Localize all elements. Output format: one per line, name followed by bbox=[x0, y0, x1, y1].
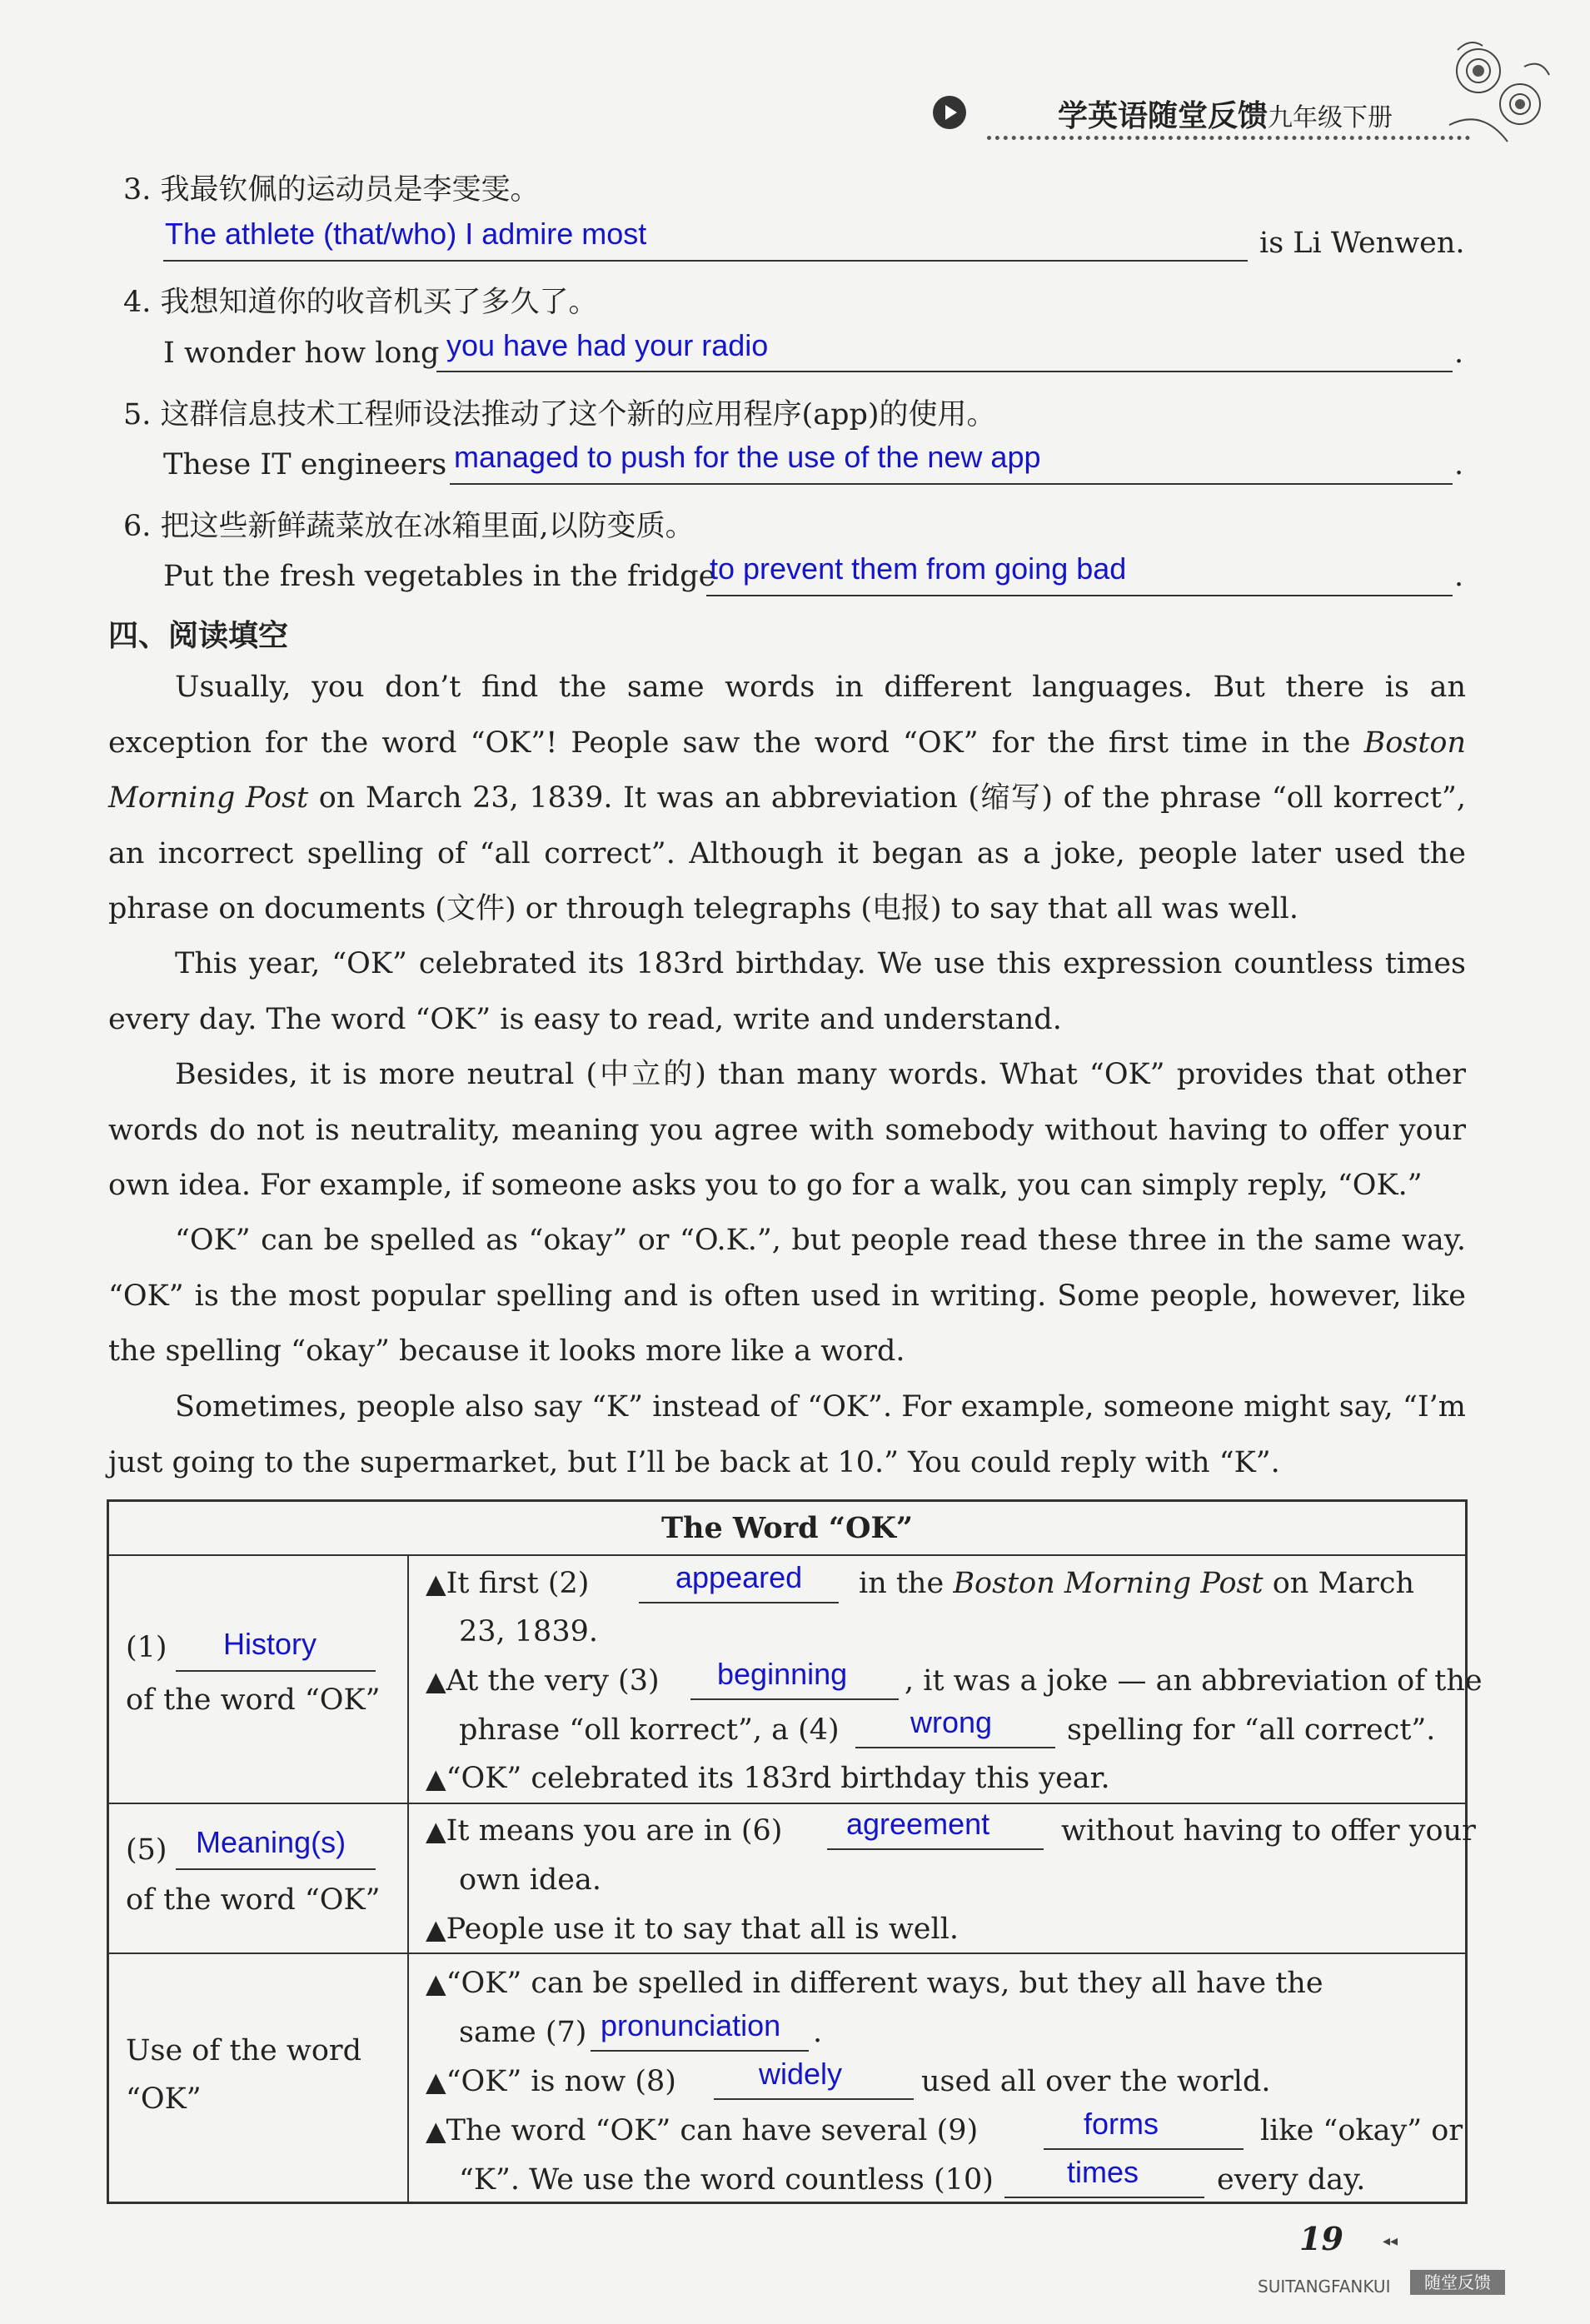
row3-bullet-3-line2: “K”. We use the word countless (10) bbox=[459, 2163, 994, 2197]
blank-9-answer: forms bbox=[1084, 2107, 1159, 2141]
blank-6-answer: agreement bbox=[846, 1807, 990, 1841]
passage-paragraph-5: Sometimes, people also say “K” instead of “OK”. For example, someone might say, “I’m just going to the supermarket, but I’ll be back at 10.” You could reply with “K”. bbox=[108, 1390, 1466, 1479]
question-6-prefix: Put the fresh vegetables in the fridge bbox=[163, 560, 716, 593]
row3-left: Use of the word “OK” bbox=[126, 2034, 362, 2116]
question-3-suffix: is Li Wenwen. bbox=[1259, 227, 1465, 260]
play-icon bbox=[933, 96, 966, 129]
answer-line bbox=[827, 1848, 1044, 1850]
triangle-bullet-icon: ▲ bbox=[426, 1665, 446, 1697]
question-5-prefix: These IT engineers bbox=[163, 448, 447, 481]
blank-2-answer: appeared bbox=[675, 1560, 803, 1594]
triangle-bullet-icon: ▲ bbox=[426, 2066, 446, 2097]
answer-line bbox=[1044, 2148, 1244, 2150]
blank-8-answer: widely bbox=[759, 2057, 843, 2091]
answer-line bbox=[639, 1602, 839, 1603]
row3-bullet-1: ▲“OK” can be spelled in different ways, but they all have the bbox=[426, 1967, 1323, 2000]
question-4-suffix: . bbox=[1454, 337, 1464, 370]
row3-bullet-2-tail: used all over the world. bbox=[921, 2065, 1271, 2098]
answer-line bbox=[591, 2050, 809, 2052]
triangle-bullet-icon: ▲ bbox=[426, 1967, 446, 1999]
summary-table bbox=[107, 1499, 1483, 2204]
row1-bullet-1-tail: in the Boston Morning Post on March bbox=[859, 1567, 1415, 1600]
row1-left-blank: (1) bbox=[126, 1631, 167, 1664]
footer-badge: 随堂反馈 bbox=[1410, 2270, 1505, 2295]
answer-line bbox=[450, 483, 1453, 485]
answer-line bbox=[855, 1747, 1055, 1748]
row3-bullet-1-line2-tail: . bbox=[813, 2016, 823, 2049]
row2-left-answer: Meaning(s) bbox=[196, 1825, 346, 1859]
row1-bullet-2-line2: phrase “oll korrect”, a (4) bbox=[459, 1713, 840, 1747]
row2-left-blank: (5) bbox=[126, 1833, 167, 1867]
book-title: 学英语随堂反馈九年级下册 bbox=[1058, 99, 1393, 133]
row1-bullet-2-line2-tail: spelling for “all correct”. bbox=[1067, 1713, 1436, 1747]
row3-bullet-1-line2: same (7) bbox=[459, 2016, 587, 2049]
triangle-bullet-icon: ▲ bbox=[426, 1763, 446, 1794]
row-divider bbox=[109, 1803, 1465, 1804]
table-divider bbox=[407, 1554, 409, 2204]
row2-bullet-1-tail: without having to offer your bbox=[1061, 1814, 1476, 1848]
row1-bullet-1: ▲It first (2) bbox=[426, 1567, 590, 1600]
passage-paragraph-1: Usually, you don’t find the same words in different languages. But there is an exception for the word “OK”! People saw the word “OK” for the first time in the Boston Morning Post on March 23, 1839. It was an abbreviation (缩写) of the phrase “oll korrect”, an incorrect spelling of “all correct”. Although it began as a joke, people later used the phrase on documents (文件) or through telegraphs (电报) to say that all was well. bbox=[108, 671, 1466, 925]
question-4-answer: you have had your radio bbox=[446, 328, 769, 362]
triangle-bullet-icon: ▲ bbox=[426, 1568, 446, 1599]
row1-bullet-1-line2: 23, 1839. bbox=[459, 1615, 598, 1648]
answer-line bbox=[163, 260, 1248, 262]
row1-left-tail: of the word “OK” bbox=[126, 1683, 381, 1717]
page-number: 19 bbox=[1299, 2220, 1343, 2257]
blank-3-answer: beginning bbox=[717, 1657, 848, 1691]
double-arrow-icon: ◂◂ bbox=[1383, 2232, 1398, 2250]
question-6-suffix: . bbox=[1454, 560, 1464, 593]
row3-bullet-3: ▲The word “OK” can have several (9) bbox=[426, 2114, 979, 2147]
question-4-prefix: I wonder how long bbox=[163, 337, 440, 370]
row1-bullet-2-tail: , it was a joke — an abbreviation of the bbox=[905, 1664, 1483, 1698]
passage-paragraph-4: “OK” can be spelled as “okay” or “O.K.”, but people read these three in the same way. “OK” is the most popular spelling and is often used in writing. Some people, however, like the spelling “okay” because it looks more like a word. bbox=[108, 1224, 1466, 1368]
row-divider bbox=[109, 1952, 1465, 1954]
row3-bullet-3-line2-tail: every day. bbox=[1217, 2163, 1366, 2197]
passage-paragraph-2: This year, “OK” celebrated its 183rd birthday. We use this expression countless times every day. The word “OK” is easy to read, write and understand. bbox=[108, 947, 1466, 1036]
row1-left-answer: History bbox=[223, 1627, 317, 1661]
triangle-bullet-icon: ▲ bbox=[426, 2115, 446, 2147]
row1-bullet-3: ▲“OK” celebrated its 183rd birthday this year. bbox=[426, 1762, 1110, 1795]
table-title: The Word “OK” bbox=[109, 1502, 1465, 1556]
row2-bullet-1-line2: own idea. bbox=[459, 1863, 602, 1897]
question-6-prompt: 6. 把这些新鲜蔬菜放在冰箱里面,以防变质。 bbox=[123, 510, 695, 543]
question-6-answer: to prevent them from going bad bbox=[710, 551, 1127, 586]
blank-7-answer: pronunciation bbox=[601, 2008, 781, 2042]
passage-paragraph-3: Besides, it is more neutral (中立的) than many words. What “OK” provides that other words do not is neutrality, meaning you agree with somebody without having to offer your own idea. For example, if someone asks you to go for a walk, you can simply reply, “OK.” bbox=[108, 1058, 1466, 1202]
answer-line bbox=[176, 1670, 376, 1672]
blank-10-answer: times bbox=[1067, 2155, 1139, 2189]
row2-bullet-1: ▲It means you are in (6) bbox=[426, 1814, 783, 1848]
question-5-prompt: 5. 这群信息技术工程师设法推动了这个新的应用程序(app)的使用。 bbox=[123, 398, 996, 431]
section-title: 四、阅读填空 bbox=[108, 619, 289, 653]
answer-line bbox=[714, 2098, 914, 2100]
header-dotted-divider bbox=[987, 136, 1470, 140]
row3-bullet-3-tail: like “okay” or bbox=[1260, 2114, 1463, 2147]
row2-bullet-2: ▲People use it to say that all is well. bbox=[426, 1913, 959, 1946]
question-4-prompt: 4. 我想知道你的收音机买了多久了。 bbox=[123, 286, 598, 319]
answer-line bbox=[690, 1698, 899, 1700]
row1-bullet-2: ▲At the very (3) bbox=[426, 1664, 660, 1698]
question-3-answer: The athlete (that/who) I admire most bbox=[165, 217, 647, 251]
blank-4-answer: wrong bbox=[910, 1705, 993, 1739]
answer-line bbox=[1004, 2197, 1204, 2198]
answer-line bbox=[706, 595, 1453, 596]
row3-bullet-2: ▲“OK” is now (8) bbox=[426, 2065, 676, 2098]
page-header bbox=[933, 87, 1466, 137]
book-subtitle: 九年级下册 bbox=[1268, 103, 1393, 132]
flower-decoration-icon bbox=[1433, 33, 1558, 158]
triangle-bullet-icon: ▲ bbox=[426, 1815, 446, 1847]
question-3-prompt: 3. 我最钦佩的运动员是李雯雯。 bbox=[123, 173, 540, 207]
answer-line bbox=[436, 371, 1453, 372]
triangle-bullet-icon: ▲ bbox=[426, 1913, 446, 1945]
question-5-answer: managed to push for the use of the new app bbox=[454, 440, 1041, 474]
question-5-suffix: . bbox=[1454, 448, 1464, 481]
footer-pinyin: SUITANGFANKUI bbox=[1258, 2277, 1391, 2297]
answer-line bbox=[176, 1868, 376, 1870]
row2-left-tail: of the word “OK” bbox=[126, 1883, 381, 1917]
